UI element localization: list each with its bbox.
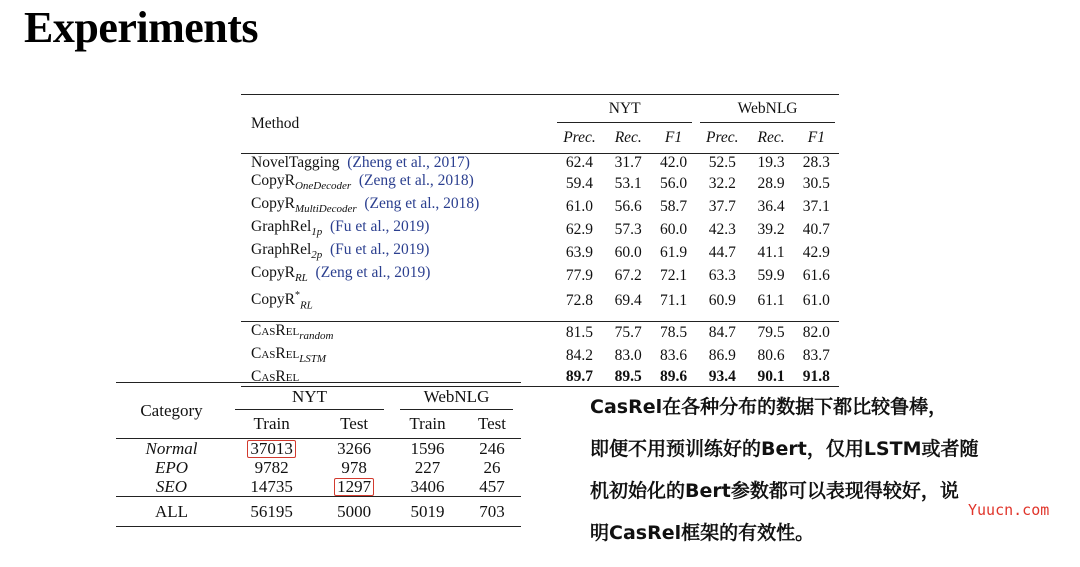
metric-header: Prec. [706,129,739,146]
table-row [116,439,521,459]
category-table [116,382,521,527]
citation-link[interactable]: (Zeng et al., 2019) [315,264,431,282]
table-cell: 457 [479,477,505,496]
table-row [241,264,839,287]
table-cell: 56195 [227,497,316,527]
table-row [241,154,839,173]
table-cell: 89.7 [553,368,605,387]
citation-link[interactable]: (Zeng et al., 2018) [358,172,474,189]
table-cell: 72.8 [565,292,594,310]
table-cell: 32.2 [708,174,736,192]
table-cell: 703 [463,497,521,527]
split-header: Test [477,414,507,433]
table-cell: 72.1 [659,266,688,284]
table-cell: 83.6 [659,347,688,365]
table-cell: 56.6 [614,197,642,215]
method-name: CopyR$_{RL}$ (Zeng et al., 2019) [251,264,431,285]
commentary-line: CasRel在各种分布的数据下都比较鲁棒， [590,396,948,418]
table-cell: 41.1 [757,243,785,261]
commentary-line: 即便不用预训练好的Bert，仅用LSTM或者随 [590,438,979,460]
category-name: SEO [155,477,188,496]
group-header: NYT [553,95,696,126]
table-cell: 61.0 [565,197,594,215]
table-cell: 5019 [392,497,463,527]
method-name: NovelTagging (Zheng et al., 2017) [241,154,553,173]
table-cell: 59.4 [565,174,594,192]
table-cell: 14735 [250,477,293,496]
citation-link[interactable]: (Zheng et al., 2017) [347,154,470,171]
table-cell: 3266 [316,439,392,459]
table-cell: 89.5 [606,368,651,387]
table-cell: 28.9 [757,174,785,192]
table-cell: 59.9 [757,266,785,284]
table-cell: 1596 [392,439,463,459]
watermark: Yuucn.com [968,501,1050,519]
table-cell: 5000 [316,497,392,527]
table-cell: 75.7 [606,321,651,345]
table-row [241,172,839,195]
method-name: CopyR$_{OneDecoder}$ (Zeng et al., 2018) [251,172,474,193]
method-name: CasRel [241,368,553,387]
table-cell: 63.9 [565,243,594,261]
table-cell: 58.7 [659,197,688,215]
table-cell [316,477,392,497]
metric-header: Prec. [563,129,596,146]
table-cell: 86.9 [708,347,736,365]
method-name: GraphRel$_{2p}$ (Fu et al., 2019) [251,241,430,262]
table-cell: 30.5 [802,174,830,192]
table-cell: 42.9 [802,243,830,261]
table-cell: 57.3 [614,220,642,238]
table-cell: 36.4 [757,197,785,215]
method-name: CopyR*$_{RL}$ [251,290,313,312]
table-cell: 80.6 [757,347,785,365]
table-cell: 67.2 [614,266,642,284]
citation-link[interactable]: (Fu et al., 2019) [330,241,430,259]
category-name: Normal [116,439,227,459]
table-cell: 56.0 [659,174,688,192]
table-cell: 90.1 [748,368,793,387]
method-name: CasRel$_{random}$ [241,321,553,345]
table-cell: 44.7 [708,243,736,261]
table-cell: 93.4 [696,368,748,387]
group-header: WebNLG [392,383,521,411]
category-header: Category [116,383,227,439]
table-cell: 82.0 [794,321,839,345]
group-header: NYT [227,383,392,411]
metric-header: Rec. [614,129,642,146]
table-cell: 40.7 [802,220,830,238]
table-cell: 42.0 [651,154,696,173]
table-cell: 19.3 [748,154,793,173]
citation-link[interactable]: (Fu et al., 2019) [330,218,430,236]
table-cell: 60.0 [659,220,688,238]
table-cell: 63.3 [708,266,736,284]
table-cell: 26 [483,458,501,477]
method-name: CasRel$_{LSTM}$ [251,344,327,365]
commentary-line: 明CasRel框架的有效性。 [590,522,815,544]
table-cell: 83.7 [802,347,830,365]
table-cell: 71.1 [659,292,688,310]
table-cell: 81.5 [553,321,605,345]
table-cell: 37.7 [708,197,736,215]
table-cell: 28.3 [794,154,839,173]
table-cell: 89.6 [651,368,696,387]
split-header: Train [409,414,446,433]
table-cell: 83.0 [614,347,642,365]
table-cell: 31.7 [606,154,651,173]
table-cell: 978 [341,458,367,477]
table-cell: 246 [463,439,521,459]
table-cell: 52.5 [696,154,748,173]
table-cell: 60.9 [708,292,736,310]
table-cell: 61.1 [757,292,785,310]
table-cell: 84.2 [565,347,594,365]
table-cell: 60.0 [614,243,642,261]
highlight-box: 37013 [247,440,296,458]
category-name: EPO [154,458,189,477]
table-cell: 69.4 [614,292,642,310]
highlight-box: 1297 [334,478,374,496]
table-row [116,477,521,497]
table-cell: 79.5 [748,321,793,345]
citation-link[interactable]: (Zeng et al., 2018) [364,195,480,213]
table-cell: 78.5 [651,321,696,345]
results-table [241,94,839,387]
table-cell: 91.8 [794,368,839,387]
table-cell: 53.1 [614,174,642,192]
table-row [241,218,839,241]
table-cell: 39.2 [757,220,785,238]
commentary [590,386,1050,554]
table-cell: 42.3 [708,220,736,238]
category-name: ALL [116,497,227,527]
table-cell: 61.0 [802,292,830,310]
table-cell: 227 [414,458,441,477]
split-header: Train [253,414,290,433]
slide-title: Experiments [24,3,259,52]
split-header: Test [340,414,369,433]
table-cell: 3406 [410,477,445,496]
table-row [241,195,839,218]
table-row [241,345,839,368]
table-row [241,287,839,314]
table-cell: 84.7 [696,321,748,345]
table-cell: 61.9 [659,243,688,261]
commentary-line: 机初始化的Bert参数都可以表现得较好，说 [590,480,959,502]
total-row [116,497,521,527]
metric-header: F1 [807,129,825,146]
metric-header: Rec. [757,129,785,146]
table-cell: 62.9 [565,220,594,238]
method-header: Method [241,95,553,154]
table-cell: 61.6 [802,266,830,284]
table-cell: 62.4 [553,154,605,173]
method-name: GraphRel$_{1p}$ (Fu et al., 2019) [251,218,430,239]
group-header: WebNLG [696,95,839,126]
table-row [241,321,839,345]
table-row [116,458,521,477]
table-cell: 9782 [254,458,289,477]
table-cell: 77.9 [565,266,594,284]
table-cell: 37.1 [802,197,830,215]
method-name: CopyR$_{MultiDecoder}$ (Zeng et al., 2018) [251,195,480,216]
metric-header: F1 [664,129,683,146]
table-cell [227,439,316,459]
table-row [241,241,839,264]
